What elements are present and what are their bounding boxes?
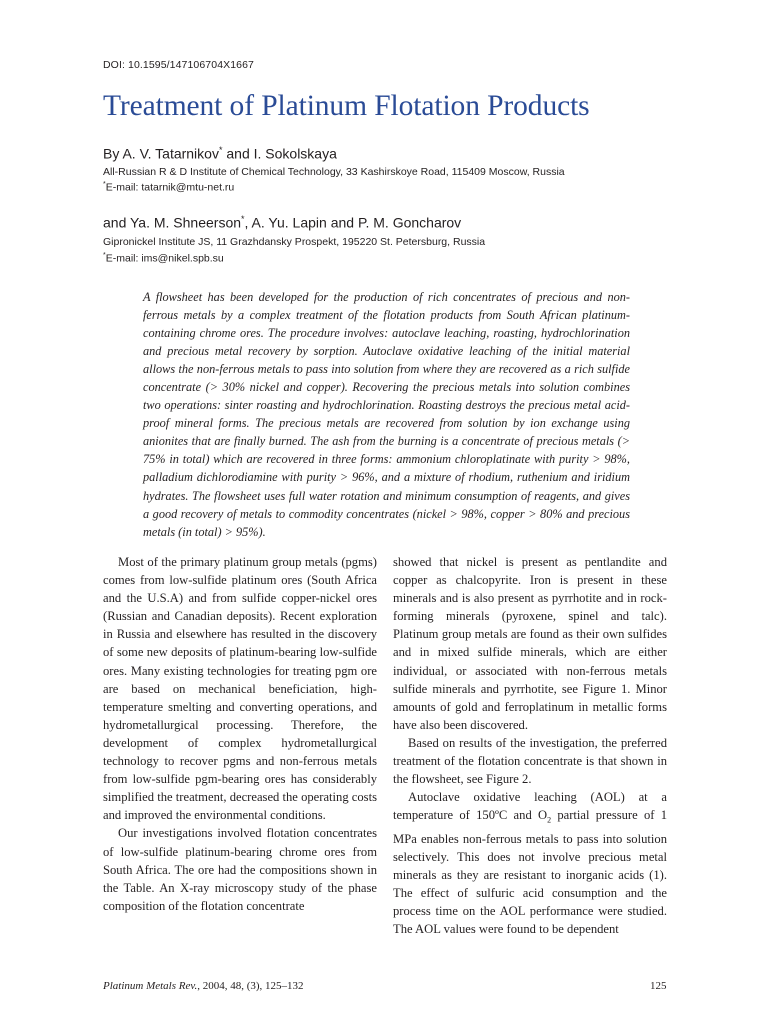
body-paragraph: Our investigations involved flotation concentrates of low-sulfide platinum-bearing chrome ores from South Africa. The ore had the compositions shown in the Table. An X-ray microscopy study of the phase composition of the flotation concentrate [103,826,377,913]
email-1-text: E-mail: tatarnik@mtu-net.ru [105,181,235,194]
email-2 [103,252,224,265]
author-line-1-rest: and I. Sokolskaya [222,145,337,162]
doi-line: DOI: 10.1595/147106704X1667 [103,59,254,71]
author-line-2-prefix: and Ya. M. Shneerson [103,214,242,231]
email-2-marker: * [103,252,106,259]
email-2-text: E-mail: ims@nikel.spb.su [105,252,224,265]
body-paragraph [393,788,667,938]
author-line-2-rest: , A. Yu. Lapin and P. M. Goncharov [244,214,462,231]
email-1 [103,181,234,194]
email-1-marker: * [103,181,106,188]
page-number: 125 [650,980,667,992]
author-line-2-marker: * [241,214,245,224]
affiliation-2: Gipronickel Institute JS, 11 Grazhdansky Prospekt, 195220 St. Petersburg, Russia [103,236,486,248]
body-paragraph: Most of the primary platinum group metals (pgms) comes from low-sulfide platinum ores (South Africa and the U.S.A) and from sulfide copper-nickel ores (Russian and Canadian deposits). Recent exploration in Russia and elsewhere has resulted in the discovery of some new deposits of platinum-bearing low-sulfide ores. Many existing technologies for treating pgm ore are based on mechanical beneficiation, high-temperature smelting and converting operations, and hydrometallurgical processing. Therefore, the development of complex hydrometallurgical technology to recover pgms and non-ferrous metals from low-sulfide pgm-bearing ores has considerably simplified the treatment, decreased the operating costs and improved the environmental conditions. [103,555,377,823]
affiliation-1: All-Russian R & D Institute of Chemical Technology, 33 Kashirskoye Road, 115409 Moscow, Russia [103,166,565,178]
journal-name: Platinum Metals Rev. [103,980,198,992]
citation-details: , 2004, 48, (3), 125–132 [197,980,304,992]
body-paragraph: Based on results of the investigation, the preferred treatment of the flotation concentrate is that shown in the flowsheet, see Figure 2. [393,735,667,787]
author-line-1-marker: * [218,145,223,155]
author-line-1 [103,145,337,162]
abstract: A flowsheet has been developed for the production of rich concentrates of precious and non-ferrous metals by a complex treatment of the flotation products from South African platinum-containing chrome ores. The procedure involves: autoclave leaching, roasting, hydrochlorination and precious metal recovery by sorption. Autoclave oxidative leaching of the initial material allows the non-ferrous metals to pass into solution from where they are recovered as a rich sulfide concentrate (> 30% nickel and copper). Recovering the precious metals into solution combines two operations: sinter roasting and hydrochlorination. Roasting destroys the precious metal acid-proof mineral forms. The precious metals are recovered from solution by ion exchange using anionites that are finally burned. The ash from the burning is a concentrate of precious metals (> 75% in total) which are recovered in three forms: ammonium chloroplatinate with purity > 98%, palladium dichlorodiamine with purity > 96%, and a mixture of rhodium, ruthenium and iridium hydrates. The flowsheet uses full water rotation and minimum consumption of reagents, and gives a good recovery of metals to commodity concentrates (nickel > 98%, copper > 80% and precious metals (in total) > 95%). [143,290,630,539]
oxygen-subscript: 2 [547,815,552,825]
body-column-right [393,553,667,938]
author-line-1-prefix: By A. V. Tatarnikov [103,145,219,162]
article-title: Treatment of Platinum Flotation Products [103,90,590,122]
body-paragraph: showed that nickel is present as pentlandite and copper as chalcopyrite. Iron is present in these minerals and is also present as pyrrhotite and in rock-forming minerals (pyroxene, spinel and talc). Platinum group metals are found as their own sulfides and in mixed sulfide minerals, which are either individual, or associated with non-ferrous metals sulfide minerals and pyrrhotite, see Figure 1. Minor amounts of gold and ferroplatinum in metallic forms have also been discovered. [393,555,667,732]
journal-citation [103,980,304,992]
aol-text-start: Autoclave oxidative leaching (AOL) at a temperature of 150ºC and O [393,790,667,823]
aol-text-end: partial pressure of 1 MPa enables non-ferrous metals to pass into solution selectively. This does not involve precious metal minerals as they are resistant to inorganic acids (1). The effect of sulfuric acid consumption and the process time on the AOL performance were studied. The AOL values were found to be dependent [393,808,667,937]
author-line-2 [103,214,461,231]
body-column-left [103,553,377,915]
